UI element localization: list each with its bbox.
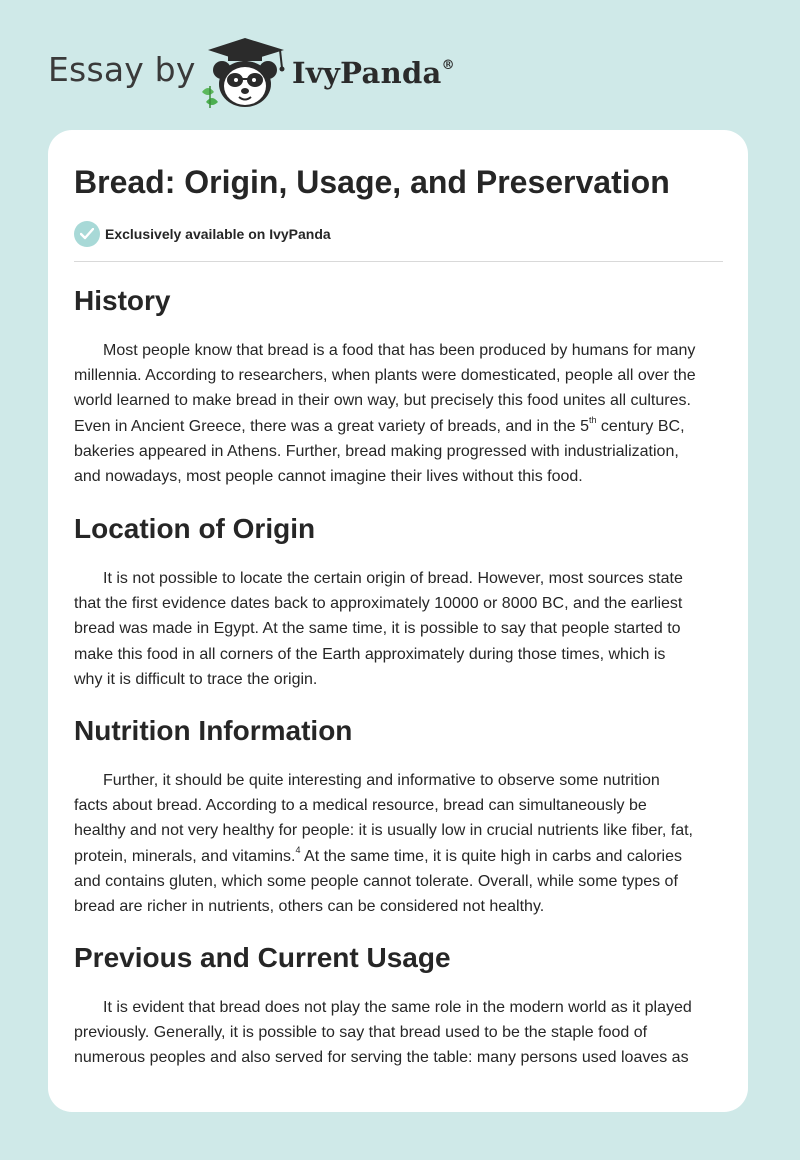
text-segment: At the same time, it is quite high in carbs and calories [300,847,682,865]
section-heading: History [74,285,171,316]
check-circle-icon [74,221,100,247]
text-line: Most people know that bread is a food that has been produced by humans for many [103,342,696,359]
text-line: millennia. According to researchers, when plants were domesticated, people all over the [74,367,696,385]
section-paragraph [74,566,726,692]
footnote-marker[interactable]: 4 [295,845,301,856]
title-divider [74,261,723,262]
brand-text: IvyPanda [292,56,442,90]
text-line: bread was made in Egypt. At the same time, it is possible to say that people started to [74,620,681,638]
section-history [74,283,726,489]
page-title: Bread: Origin, Usage, and Preservation [74,164,670,200]
section-paragraph [74,768,726,919]
text-line: Further, it should be quite interesting and informative to observe some nutrition [103,772,660,789]
text-segment: century BC, [596,417,685,435]
text-line: It is evident that bread does not play the same role in the modern world as it played [103,999,692,1016]
text-line: facts about bread. According to a medical resource, bread can simultaneously be [74,797,647,815]
text-line: healthy and not very healthy for people: it is usually low in crucial nutrients like fiber, fat, [74,822,693,840]
text-line: numerous peoples and also served for serving the table: many persons used loaves as [74,1049,689,1067]
text-line: and contains gluten, which some people cannot tolerate. Overall, while some types of [74,872,678,890]
section-heading: Location of Origin [74,513,316,544]
text-line: why it is difficult to trace the origin. [74,670,318,688]
section-nutrition-information [74,713,726,919]
text-line: bakeries appeared in Athens. Further, bread making progressed with industrialization, [74,442,679,460]
text-line: and nowadays, most people cannot imagine their lives without this food. [74,468,583,486]
section-paragraph [74,995,726,1071]
text-line [74,414,726,439]
text-segment: protein, minerals, and vitamins. [74,847,296,865]
essay-by-label: Essay by [48,50,196,89]
text-line: previously. Generally, it is possible to say that bread used to be the staple food of [74,1024,648,1042]
registered-mark: ® [441,58,455,73]
text-line: It is not possible to locate the certain origin of bread. However, most sources state [103,570,683,587]
section-paragraph [74,338,726,489]
section-heading: Nutrition Information [74,715,353,746]
section-heading: Previous and Current Usage [74,942,451,973]
text-line [74,844,726,869]
brand-name[interactable] [292,56,455,90]
text-line: make this food in all corners of the Earth approximately during those times, which is [74,645,666,663]
text-line: world learned to make bread in their own way, but precisely this food unites all cultures. [74,392,691,410]
exclusive-badge-label: Exclusively available on IvyPanda [105,226,331,242]
superscript-ordinal: th [588,415,597,426]
text-segment: Even in Ancient Greece, there was a great variety of breads, and in the 5 [74,417,589,435]
site-header [0,0,800,130]
section-location-of-origin [74,511,726,692]
panda-graduate-icon[interactable] [200,36,290,110]
essay-card [48,130,748,1112]
text-line: bread are richer in nutrients, others can be considered not healthy. [74,898,545,916]
text-line: that the first evidence dates back to approximately 10000 or 8000 BC, and the earliest [74,595,683,613]
section-previous-and-current-usage [74,940,726,1071]
